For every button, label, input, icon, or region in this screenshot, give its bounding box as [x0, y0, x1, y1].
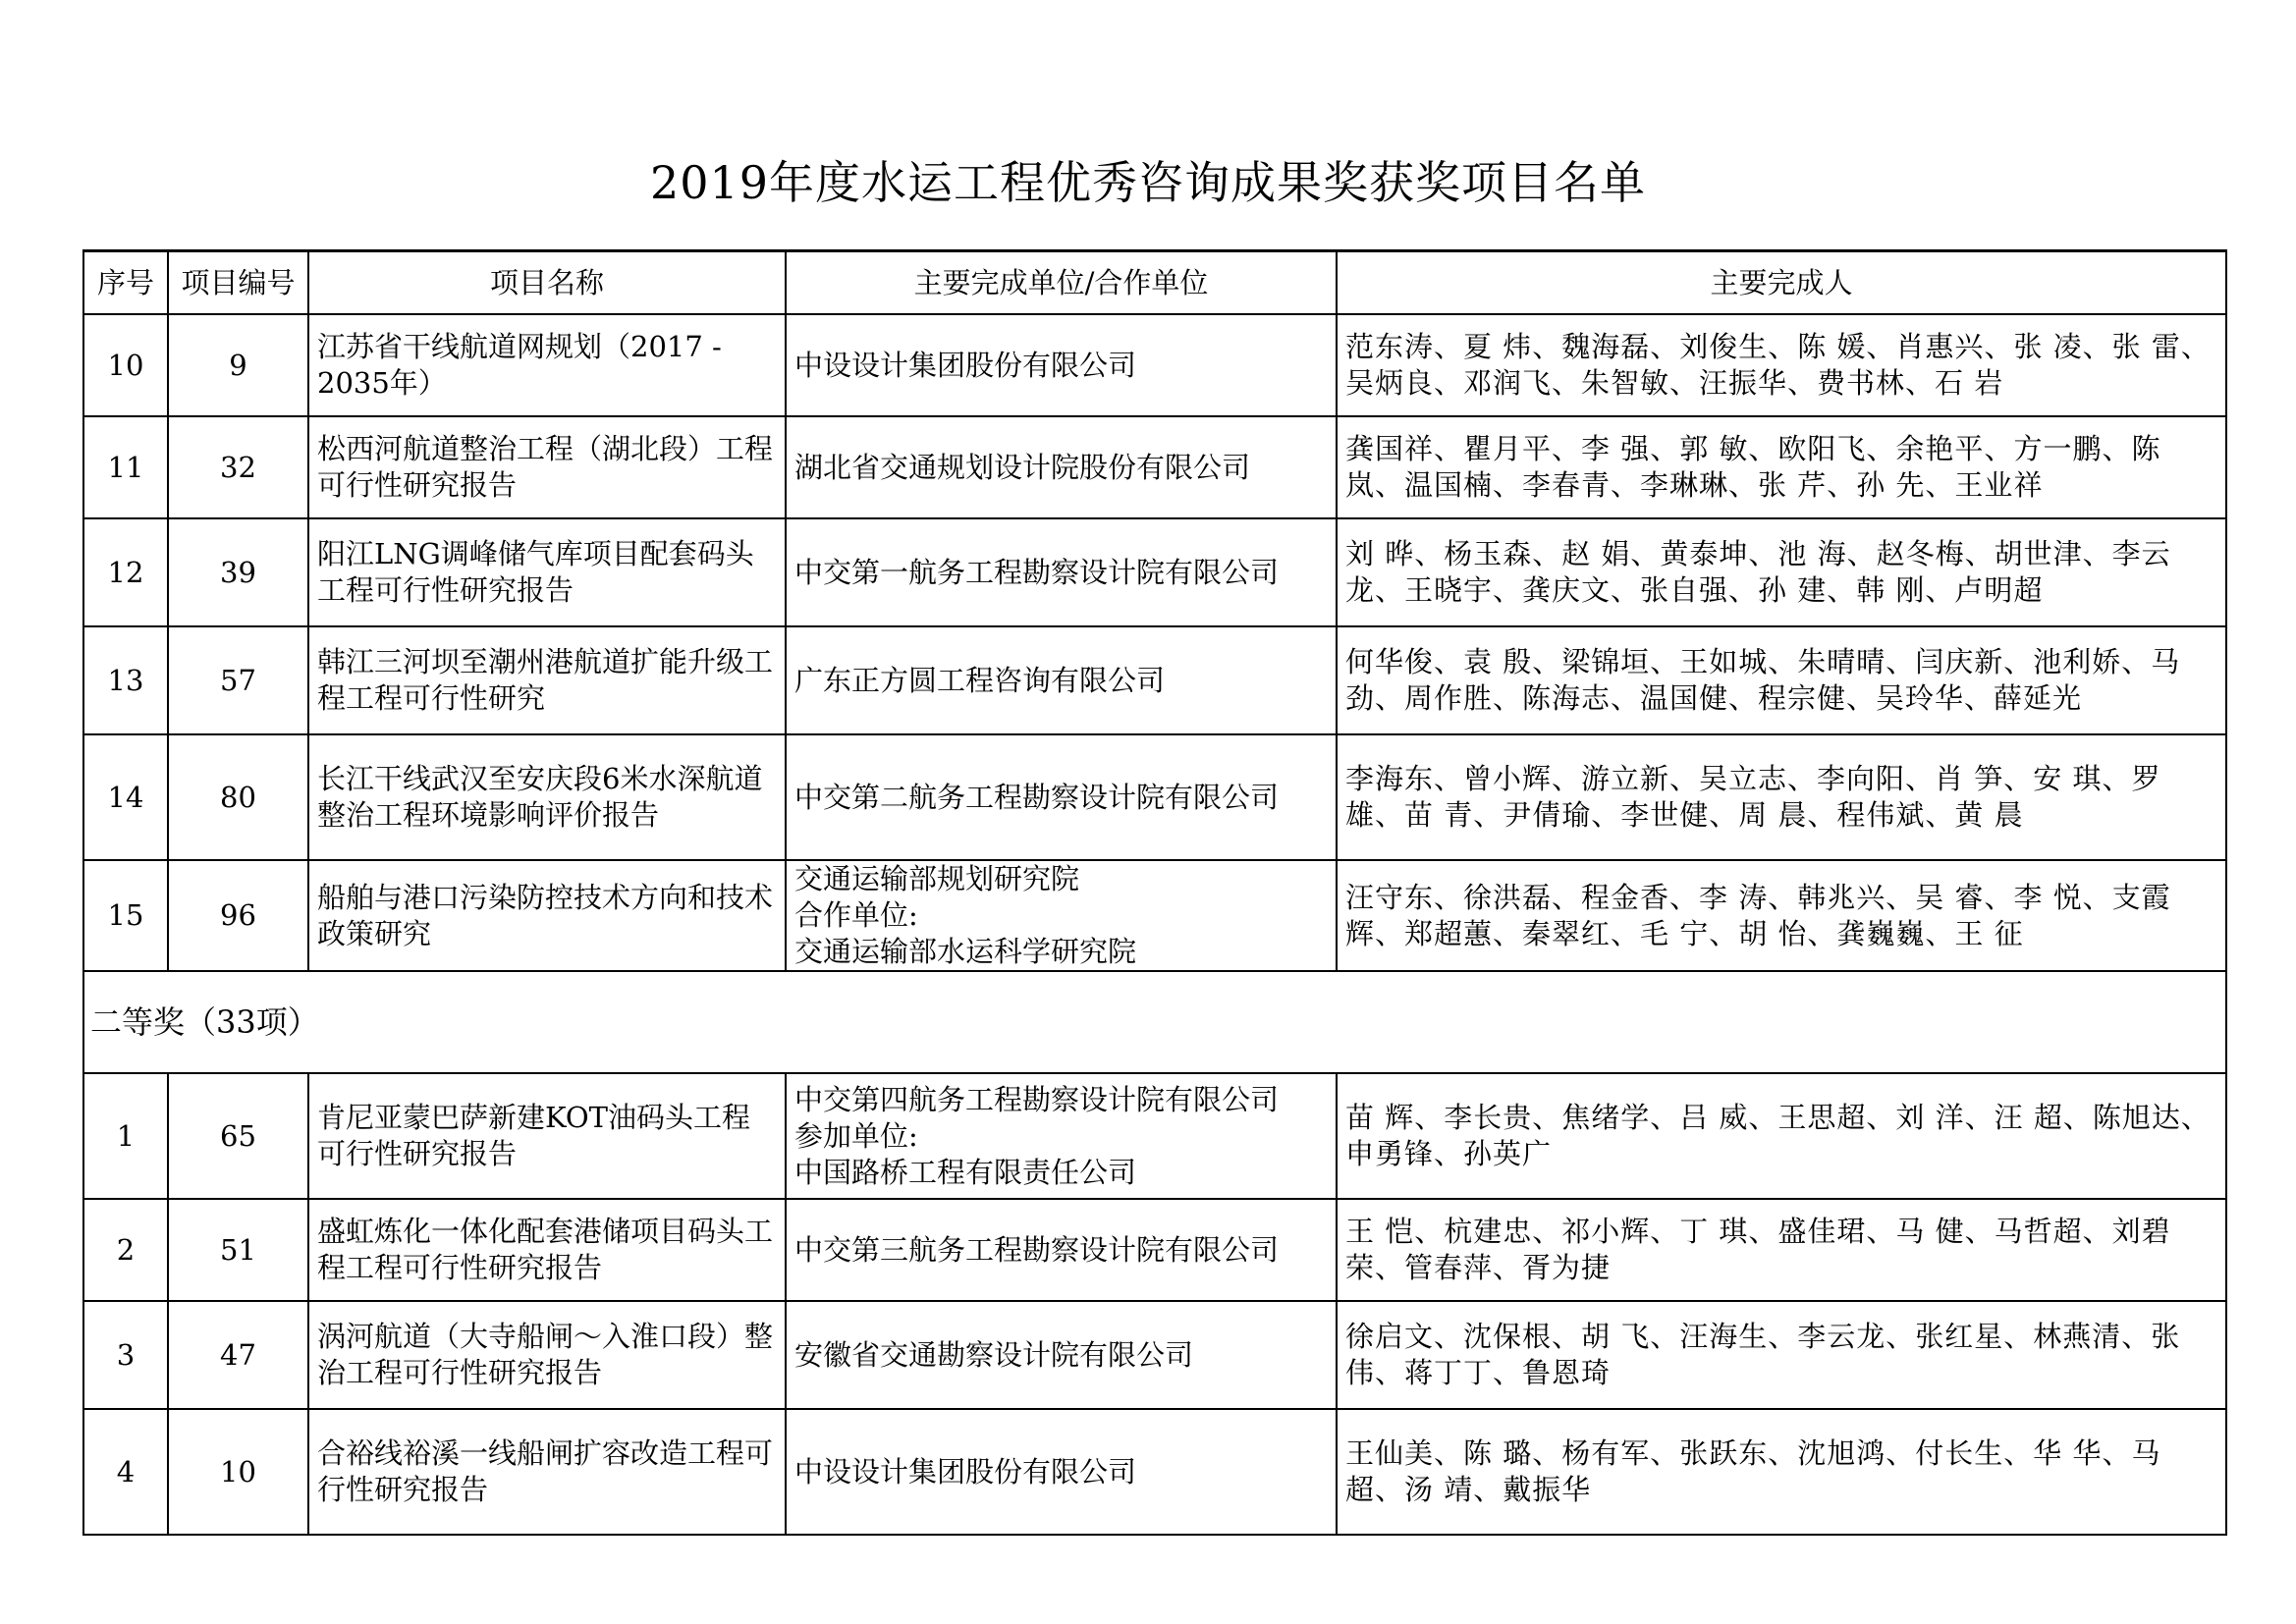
unit-line: 中交第三航务工程勘察设计院有限公司: [794, 1232, 1280, 1267]
cell-project-name: 涡河航道（大寺船闸～入淮口段）整治工程可行性研究报告: [308, 1301, 786, 1409]
cell-unit: [786, 626, 1337, 734]
cell-seq: 3: [83, 1301, 168, 1409]
table-row: [83, 416, 2226, 518]
cell-people: 汪守东、徐洪磊、程金香、李 涛、韩兆兴、吴 睿、李 悦、支霞辉、郑超蕙、秦翠红、毛 宁、胡 怡、龚巍巍、王 征: [1337, 860, 2226, 971]
cell-code: 51: [168, 1199, 308, 1301]
cell-people: 苗 辉、李长贵、焦绪学、吕 威、王思超、刘 洋、汪 超、陈旭达、申勇锋、孙英广: [1337, 1073, 2226, 1199]
cell-code: 57: [168, 626, 308, 734]
unit-line: 中交第四航务工程勘察设计院有限公司: [794, 1082, 1280, 1116]
unit-line: 中设设计集团股份有限公司: [794, 1454, 1137, 1489]
cell-seq: 12: [83, 518, 168, 626]
cell-seq: 2: [83, 1199, 168, 1301]
cell-code: 65: [168, 1073, 308, 1199]
cell-seq: 1: [83, 1073, 168, 1199]
table-header-row: [83, 251, 2226, 315]
unit-line: 合作单位:: [794, 898, 918, 932]
cell-project-name: 盛虹炼化一体化配套港储项目码头工程工程可行性研究报告: [308, 1199, 786, 1301]
document-title: 2019年度水运工程优秀咨询成果奖获奖项目名单: [649, 156, 1647, 209]
section-label: 二等奖（33项）: [83, 971, 2226, 1073]
cell-project-name: 江苏省干线航道网规划（2017 - 2035年）: [308, 314, 786, 416]
cell-unit: [786, 1199, 1337, 1301]
cell-project-name: 韩江三河坝至潮州港航道扩能升级工程工程可行性研究: [308, 626, 786, 734]
cell-unit: [786, 416, 1337, 518]
cell-people: 王 恺、杭建忠、祁小辉、丁 琪、盛佳珺、马 健、马哲超、刘碧荣、管春萍、胥为捷: [1337, 1199, 2226, 1301]
cell-code: 47: [168, 1301, 308, 1409]
cell-unit: [786, 1409, 1337, 1535]
table-row: [83, 1199, 2226, 1301]
table-row: [83, 1073, 2226, 1199]
cell-seq: 10: [83, 314, 168, 416]
cell-unit: [786, 734, 1337, 860]
unit-line: 交通运输部水运科学研究院: [794, 935, 1137, 968]
header-unit: 主要完成单位/合作单位: [786, 251, 1337, 315]
section-row: [83, 971, 2226, 1073]
unit-line: 中设设计集团股份有限公司: [794, 348, 1137, 382]
header-project-name: 项目名称: [308, 251, 786, 315]
table-row: [83, 314, 2226, 416]
cell-seq: 4: [83, 1409, 168, 1535]
cell-project-name: 船舶与港口污染防控技术方向和技术政策研究: [308, 860, 786, 971]
cell-project-name: 松西河航道整治工程（湖北段）工程可行性研究报告: [308, 416, 786, 518]
cell-people: 王仙美、陈 璐、杨有军、张跃东、沈旭鸿、付长生、华 华、马 超、汤 靖、戴振华: [1337, 1409, 2226, 1535]
table-row: [83, 1409, 2226, 1535]
header-people: 主要完成人: [1337, 251, 2226, 315]
unit-line: 中交第二航务工程勘察设计院有限公司: [794, 780, 1280, 814]
cell-project-name: 合裕线裕溪一线船闸扩容改造工程可行性研究报告: [308, 1409, 786, 1535]
cell-code: 9: [168, 314, 308, 416]
unit-line: 中国路桥工程有限责任公司: [794, 1155, 1137, 1189]
cell-unit: [786, 518, 1337, 626]
cell-project-name: 阳江LNG调峰储气库项目配套码头工程可行性研究报告: [308, 518, 786, 626]
table-row: [83, 860, 2226, 971]
cell-seq: 13: [83, 626, 168, 734]
table-row: [83, 626, 2226, 734]
cell-people: 徐启文、沈保根、胡 飞、汪海生、李云龙、张红星、林燕清、张 伟、蒋丁丁、鲁恩琦: [1337, 1301, 2226, 1409]
cell-code: 96: [168, 860, 308, 971]
cell-project-name: 长江干线武汉至安庆段6米水深航道整治工程环境影响评价报告: [308, 734, 786, 860]
cell-unit: [786, 314, 1337, 416]
table-row: [83, 734, 2226, 860]
cell-people: 李海东、曾小辉、游立新、吴立志、李向阳、肖 笋、安 琪、罗 雄、苗 青、尹倩瑜、李世健、周 晨、程伟斌、黄 晨: [1337, 734, 2226, 860]
cell-code: 39: [168, 518, 308, 626]
cell-seq: 14: [83, 734, 168, 860]
table-row: [83, 1301, 2226, 1409]
cell-people: 范东涛、夏 炜、魏海磊、刘俊生、陈 媛、肖惠兴、张 凌、张 雷、吴炳良、邓润飞、朱智敏、汪振华、费书林、石 岩: [1337, 314, 2226, 416]
unit-line: 参加单位:: [794, 1118, 918, 1153]
cell-unit: [786, 860, 1337, 971]
header-seq: 序号: [83, 251, 168, 315]
cell-project-name: 肯尼亚蒙巴萨新建KOT油码头工程可行性研究报告: [308, 1073, 786, 1199]
cell-unit: [786, 1301, 1337, 1409]
unit-line: 安徽省交通勘察设计院有限公司: [794, 1337, 1194, 1372]
unit-line: 中交第一航务工程勘察设计院有限公司: [794, 555, 1280, 589]
cell-code: 32: [168, 416, 308, 518]
unit-line: 广东正方圆工程咨询有限公司: [794, 663, 1166, 697]
unit-line: 湖北省交通规划设计院股份有限公司: [794, 450, 1251, 484]
cell-people: 何华俊、袁 殷、梁锦垣、王如城、朱晴晴、闫庆新、池利娇、马 劲、周作胜、陈海志、温国健、程宗健、吴玲华、薛延光: [1337, 626, 2226, 734]
header-code: 项目编号: [168, 251, 308, 315]
cell-seq: 15: [83, 860, 168, 971]
table-row: [83, 518, 2226, 626]
cell-people: 龚国祥、瞿月平、李 强、郭 敏、欧阳飞、余艳平、方一鹏、陈 岚、温国楠、李春青、李琳琳、张 芹、孙 先、王业祥: [1337, 416, 2226, 518]
cell-code: 10: [168, 1409, 308, 1535]
cell-seq: 11: [83, 416, 168, 518]
cell-people: 刘 晔、杨玉森、赵 娟、黄泰坤、池 海、赵冬梅、胡世津、李云龙、王晓宇、龚庆文、张自强、孙 建、韩 刚、卢明超: [1337, 518, 2226, 626]
cell-unit: [786, 1073, 1337, 1199]
awards-table: [82, 249, 2227, 1536]
unit-line: 交通运输部规划研究院: [794, 862, 1080, 895]
cell-code: 80: [168, 734, 308, 860]
